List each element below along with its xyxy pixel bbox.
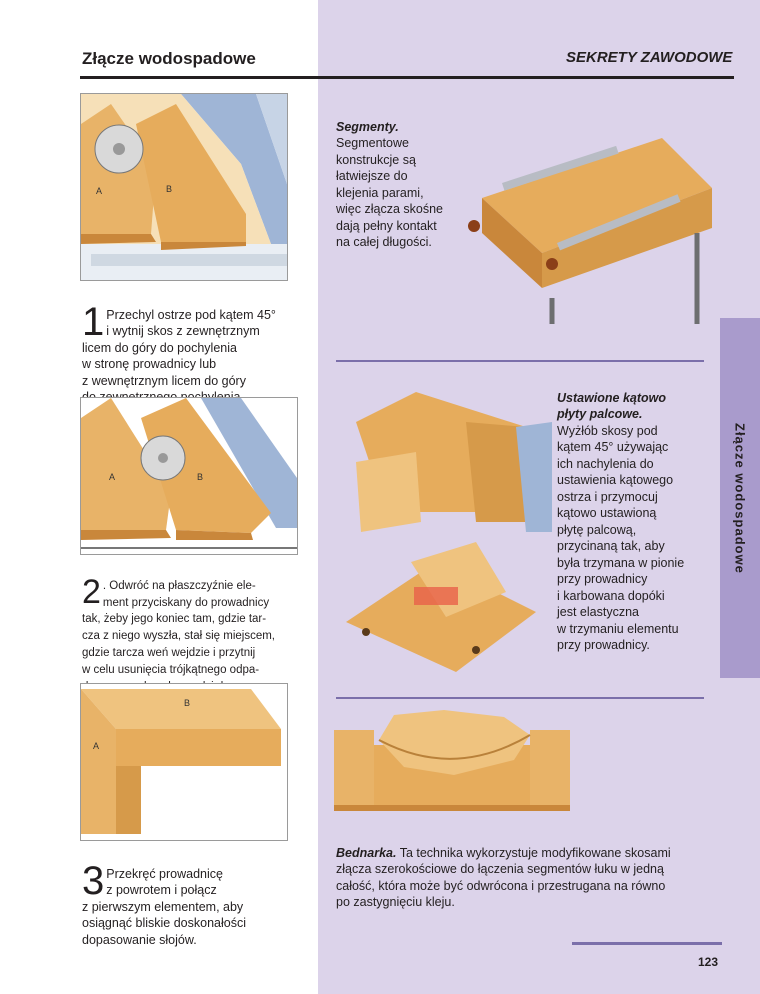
label-b: B (166, 184, 173, 194)
caption-bednarka: Bednarka. Ta technika wykorzystuje modyfikowane skosami złącza szerokościowe do łączenia segmentów łuku w jedną całość, która może być odwrócona i przestrugana na równo po zastygnięciu kleju. (336, 845, 671, 909)
header-rule-right (318, 76, 734, 79)
step-number: 1 (82, 299, 105, 344)
feather-board-illustration (326, 382, 552, 682)
caption-ustawione: Ustawione kątowo płyty palcowe. Wyżłób skosy pod kątem 45° używając ich nachylenia do ustawienia kątowego ostrza i przymocuj kątowo ustawioną płytę palcową, przycinaną tak, aby była trzymana w pionie przy prowadnicy i karbowana dopóki jest elastyczna w trzymaniu elementu przy prowadnicy. (557, 390, 685, 652)
label-b-3: B (184, 698, 191, 708)
figure-bednarka (334, 705, 570, 811)
coopered-arc-illustration (334, 705, 570, 811)
flipped-cut-illustration (81, 398, 297, 554)
section-header: SEKRETY ZAWODOWE (566, 49, 733, 66)
divider-1 (336, 360, 704, 362)
label-a: A (96, 186, 103, 196)
figure-step-3 (80, 683, 288, 841)
caption-segmenty: Segmenty. Segmentowe konstrukcje są łatwiejsze do klejenia parami, więc złącza skośne dają pełny kontakt na całej długości. (336, 119, 443, 249)
figure-finger-boards (326, 382, 552, 682)
joined-boards-illustration (81, 684, 287, 840)
figure-segmenty (462, 138, 724, 324)
step-3-text: 3 Przekręć prowadnicę z powrotem i połącz z pierwszym elementem, aby osiągnąć bliskie doskonałości dopasowanie słojów. (82, 858, 246, 947)
step-number: 2 (82, 572, 101, 611)
label-b-2: B (197, 472, 204, 482)
page-number: 123 (698, 955, 719, 969)
divider-2 (336, 697, 704, 699)
step-2-text: 2 . Odwróć na płaszczyźnie ele- ment przyciskany do prowadnicy tak, żeby jego koniec tam, gdzie tar- cza z niego wyszła, stał się miejscem, gdzie tarcza weń wejdzie i przytnij w celu usunięcia trójkątnego odpa- (82, 572, 276, 676)
step-number: 3 (82, 858, 105, 903)
figure-step-1 (80, 93, 288, 281)
page-title: Złącze wodospadowe (82, 49, 256, 68)
figure-step-2 (80, 397, 298, 555)
side-tab-label: Złącze wodospadowe (732, 422, 748, 574)
label-a-3: A (93, 741, 100, 751)
footer-rule (572, 942, 722, 945)
step-1-text: 1 Przechyl ostrze pod kątem 45° i wytnij skos z zewnętrznym licem do góry do pochylenia w stronę prowadnicy lub z wewnętrznym licem do góry (82, 299, 276, 388)
header-rule (80, 76, 318, 79)
label-a-2: A (109, 472, 116, 482)
clamped-segments-illustration (462, 138, 724, 324)
saw-cut-illustration (81, 94, 287, 280)
